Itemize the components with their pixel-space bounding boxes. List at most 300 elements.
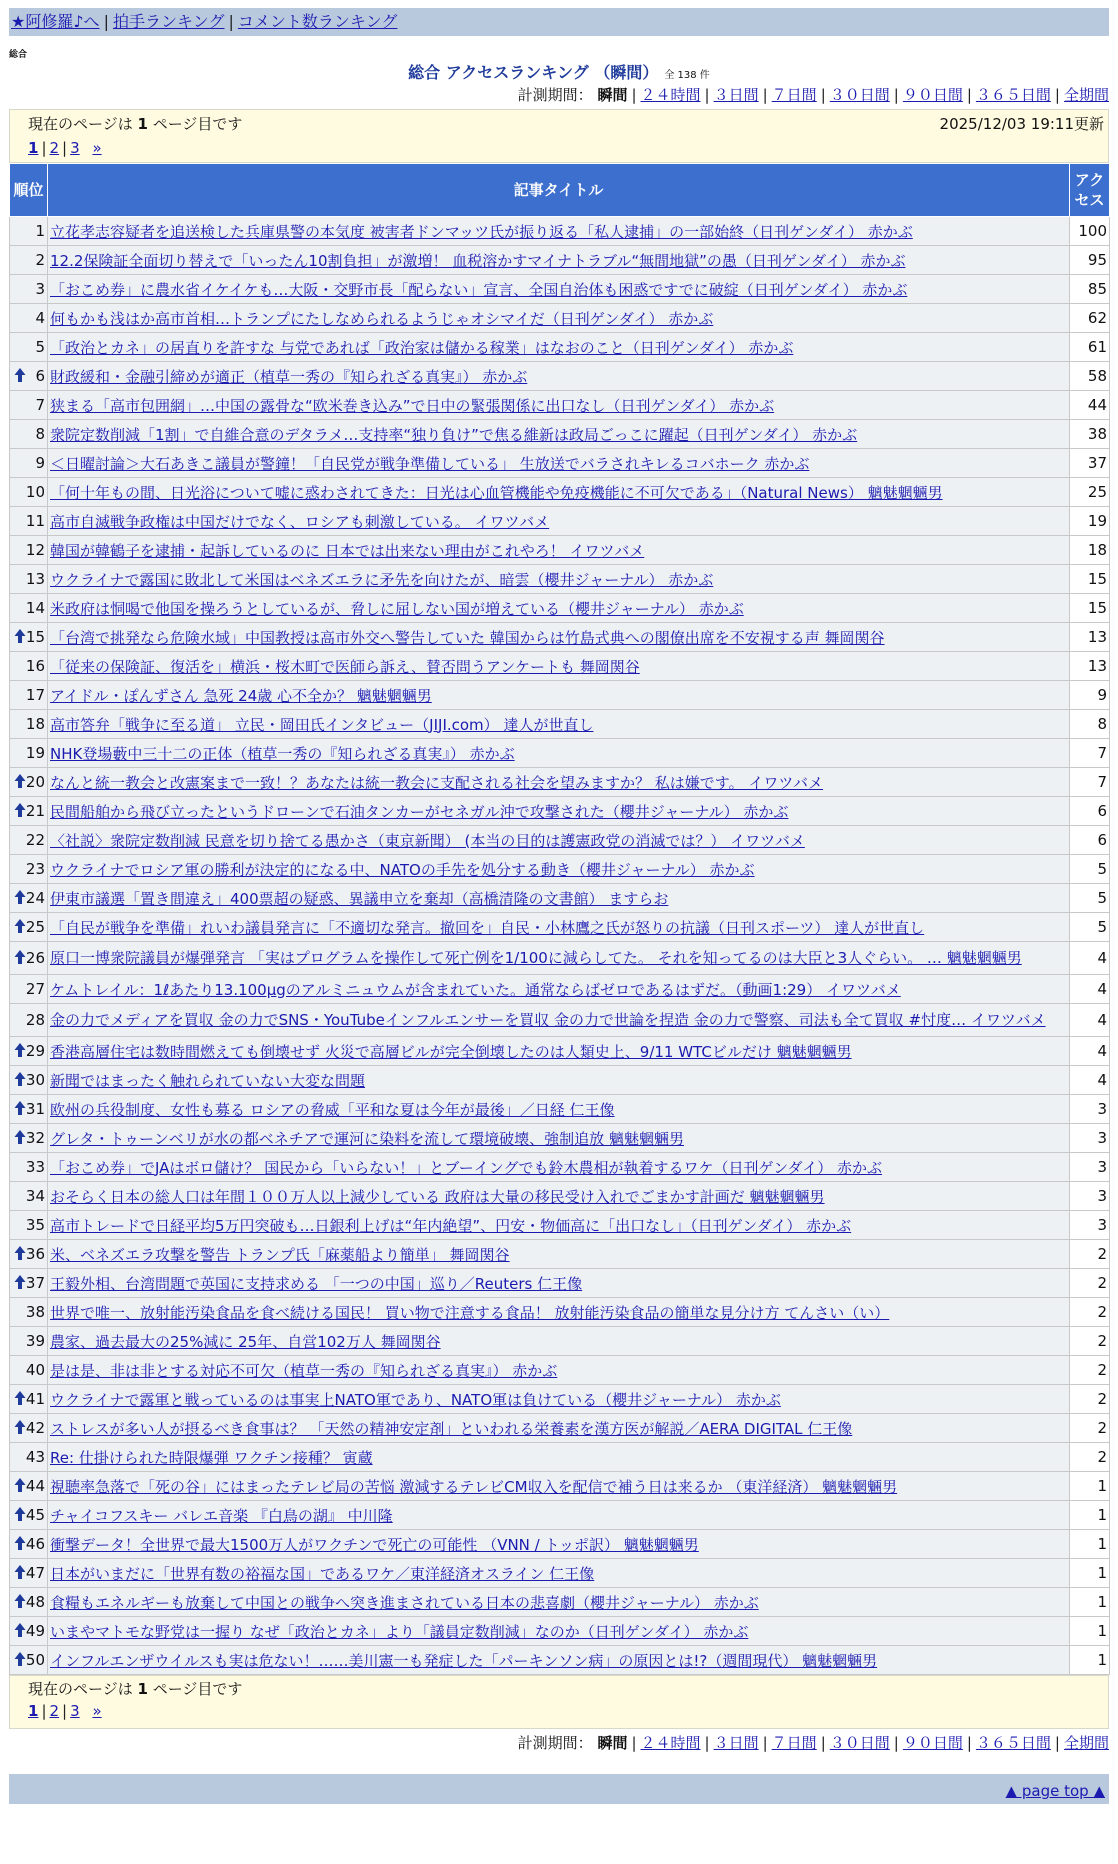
rank-number: 11 bbox=[25, 512, 45, 530]
article-title-link[interactable]: 是は是、非は非とする対応不可欠（植草一秀の『知られざる真実』） 赤かぶ bbox=[50, 1361, 558, 1380]
rank-number: 7 bbox=[35, 396, 45, 414]
access-count: 61 bbox=[1070, 333, 1110, 362]
table-row bbox=[10, 768, 1110, 797]
table-row bbox=[10, 1182, 1110, 1211]
access-count: 3 bbox=[1070, 1095, 1110, 1124]
comment-ranking-link[interactable]: コメント数ランキング bbox=[237, 12, 398, 31]
title-cell bbox=[48, 1182, 1070, 1211]
period-separator: | bbox=[1054, 1734, 1060, 1752]
access-count: 100 bbox=[1070, 217, 1110, 246]
table-row bbox=[10, 217, 1110, 246]
access-count: 4 bbox=[1070, 975, 1110, 1004]
rank-cell bbox=[10, 739, 48, 768]
table-row bbox=[10, 565, 1110, 594]
title-cell bbox=[48, 797, 1070, 826]
period-selector bbox=[9, 84, 1109, 106]
rank-cell bbox=[10, 1646, 48, 1675]
period-link-5[interactable]: ３６５日間 bbox=[975, 86, 1051, 104]
pager-page-2[interactable]: 2 bbox=[49, 139, 60, 157]
period-link-3[interactable]: ３０日間 bbox=[829, 86, 890, 104]
period-link-6[interactable]: 全期間 bbox=[1063, 1734, 1109, 1752]
table-row bbox=[10, 1269, 1110, 1298]
period-separator: | bbox=[762, 1734, 768, 1752]
title-cell bbox=[48, 507, 1070, 536]
rank-number: 2 bbox=[35, 251, 45, 269]
article-title-link[interactable]: 衆院定数削減「1割」で自維合意のデタラメ…支持率“独り負け”で焦る維新は政局ごっこに躍起（日刊ゲンダイ） 赤かぶ bbox=[50, 425, 858, 444]
rank-up-arrow-icon bbox=[14, 367, 26, 383]
article-title-link[interactable]: 高市答弁「戦争に至る道」 立民・岡田氏インタビュー（JIJI.com） 達人が世直し bbox=[50, 715, 594, 734]
title-cell bbox=[48, 362, 1070, 391]
article-title-link[interactable]: ウクライナで露国に敗北して米国はベネズエラに矛先を向けたが、暗雲（櫻井ジャーナル） 赤かぶ bbox=[50, 570, 714, 589]
article-title-link[interactable]: おそらく日本の総人口は年間１００万人以上減少している 政府は大量の移民受け入れでごまかす計画だ 魑魅魍魎男 bbox=[50, 1187, 825, 1206]
rank-number: 43 bbox=[25, 1448, 45, 1466]
rank-cell bbox=[10, 681, 48, 710]
title-cell bbox=[48, 710, 1070, 739]
title-cell bbox=[48, 420, 1070, 449]
table-row bbox=[10, 975, 1110, 1004]
rank-number: 18 bbox=[25, 715, 45, 733]
pager-separator: | bbox=[62, 1702, 68, 1720]
title-cell bbox=[48, 536, 1070, 565]
access-count: 2 bbox=[1070, 1327, 1110, 1356]
rank-cell bbox=[10, 1153, 48, 1182]
article-title-link[interactable]: 財政緩和・金融引締めが適正（植草一秀の『知られざる真実』） 赤かぶ bbox=[50, 367, 528, 386]
table-row bbox=[10, 536, 1110, 565]
article-title-link[interactable]: ストレスが多い人が摂るべき食事は？ 「天然の精神安定剤」といわれる栄養素を漢方医が解説／AERA DIGITAL 仁王像 bbox=[50, 1419, 853, 1438]
rank-cell bbox=[10, 1356, 48, 1385]
article-title-link[interactable]: いまやマトモな野党は一握り なぜ「政治とカネ」より「議員定数削減」なのか（日刊ゲンダイ） 赤かぶ bbox=[50, 1622, 749, 1641]
access-count: 44 bbox=[1070, 391, 1110, 420]
rank-number: 39 bbox=[25, 1332, 45, 1350]
title-cell bbox=[48, 1501, 1070, 1530]
pager-separator: | bbox=[62, 139, 68, 157]
article-title-link[interactable]: 「おこめ券」に農水省イケイケも…大阪・交野市長「配らない」宣言、全国自治体も困惑ですでに破綻（日刊ゲンダイ） 赤かぶ bbox=[50, 280, 908, 299]
table-row bbox=[10, 246, 1110, 275]
article-title-link[interactable]: インフルエンザウイルスも実は危ない！……美川憲一も発症した「パーキンソン病」の原因とは!?（週間現代） 魑魅魍魎男 bbox=[50, 1651, 878, 1670]
period-link-4[interactable]: ９０日間 bbox=[902, 1734, 963, 1752]
access-count: 37 bbox=[1070, 449, 1110, 478]
rank-number: 17 bbox=[25, 686, 45, 704]
rank-number: 48 bbox=[25, 1593, 45, 1611]
period-link-1[interactable]: ３日間 bbox=[713, 1734, 759, 1752]
access-count: 9 bbox=[1070, 681, 1110, 710]
table-row bbox=[10, 1066, 1110, 1095]
rank-up-arrow-icon bbox=[14, 628, 26, 644]
title-cell bbox=[48, 1443, 1070, 1472]
period-link-2[interactable]: ７日間 bbox=[771, 1734, 817, 1752]
rank-cell bbox=[10, 246, 48, 275]
period-link-5[interactable]: ３６５日間 bbox=[975, 1734, 1051, 1752]
pager-next[interactable]: » bbox=[92, 139, 102, 157]
rank-number: 29 bbox=[25, 1042, 45, 1060]
ranking-header bbox=[9, 62, 1109, 84]
table-row bbox=[10, 652, 1110, 681]
table-row bbox=[10, 1414, 1110, 1443]
title-cell bbox=[48, 975, 1070, 1004]
table-row bbox=[10, 1588, 1110, 1617]
article-title-link[interactable]: 高市トレードで日経平均5万円突破も…日銀利上げは“年内絶望”、円安・物価高に「出口なし」（日刊ゲンダイ） 赤かぶ bbox=[50, 1216, 852, 1235]
article-title-link[interactable]: 世界で唯一、放射能汚染食品を食べ続ける国民！ 買い物で注意する食品！ 放射能汚染食品の簡単な見分け方 てんさい（い） bbox=[50, 1303, 890, 1322]
rank-cell bbox=[10, 391, 48, 420]
article-title-link[interactable]: 衝撃データ！全世界で最大1500万人がワクチンで死亡の可能性 （VNN / トッポ訳） 魑魅魍魎男 bbox=[50, 1535, 699, 1554]
period-separator: | bbox=[704, 86, 710, 104]
table-row bbox=[10, 1298, 1110, 1327]
rank-up-arrow-icon bbox=[14, 918, 26, 934]
period-separator: | bbox=[631, 86, 637, 104]
footer-bar bbox=[9, 1774, 1109, 1804]
table-row bbox=[10, 1211, 1110, 1240]
period-link-4[interactable]: ９０日間 bbox=[902, 86, 963, 104]
rank-number: 13 bbox=[25, 570, 45, 588]
table-row bbox=[10, 681, 1110, 710]
period-link-1[interactable]: ３日間 bbox=[713, 86, 759, 104]
rank-cell bbox=[10, 884, 48, 913]
title-cell bbox=[48, 1240, 1070, 1269]
col-title-header: 記事タイトル bbox=[48, 164, 1070, 217]
title-cell bbox=[48, 1588, 1070, 1617]
period-label: 計測期間： bbox=[517, 1734, 593, 1752]
article-title-link[interactable]: 視聴率急落で「死の谷」にはまったテレビ局の苦悩 激減するテレビCM収入を配信で補う日は来るか （東洋経済） 魑魅魍魎男 bbox=[50, 1477, 898, 1496]
title-cell bbox=[48, 246, 1070, 275]
rank-cell bbox=[10, 1501, 48, 1530]
access-count: 2 bbox=[1070, 1298, 1110, 1327]
article-title-link[interactable]: 「政治とカネ」の居直りを許すな 与党であれば「政治家は儲かる稼業」はなおのこと（日刊ゲンダイ） 赤かぶ bbox=[50, 338, 794, 357]
title-cell bbox=[48, 1617, 1070, 1646]
title-cell bbox=[48, 884, 1070, 913]
rank-number: 19 bbox=[25, 744, 45, 762]
period-separator: | bbox=[893, 86, 899, 104]
rank-cell bbox=[10, 1472, 48, 1501]
period-link-0[interactable]: ２４時間 bbox=[640, 1734, 701, 1752]
title-cell bbox=[48, 449, 1070, 478]
access-count: 1 bbox=[1070, 1501, 1110, 1530]
rank-cell bbox=[10, 275, 48, 304]
article-title-link[interactable]: 「おこめ券」でJAはボロ儲け？ 国民から「いらない！」とブーイングでも鈴木農相が執着するワケ（日刊ゲンダイ） 赤かぶ bbox=[50, 1158, 883, 1177]
table-row bbox=[10, 1501, 1110, 1530]
title-cell bbox=[48, 942, 1070, 975]
rank-up-arrow-icon bbox=[14, 889, 26, 905]
period-selector-bottom bbox=[9, 1732, 1109, 1754]
title-cell bbox=[48, 1153, 1070, 1182]
rank-number: 1 bbox=[35, 222, 45, 240]
rank-cell bbox=[10, 217, 48, 246]
access-count: 58 bbox=[1070, 362, 1110, 391]
article-title-link[interactable]: 原口一博衆院議員が爆弾発言 「実はプログラムを操作して死亡例を1/100に減らしてた。 それを知ってるのは大臣と3人ぐらい。 … 魑魅魍魎男 bbox=[50, 949, 1022, 967]
rank-number: 21 bbox=[25, 802, 45, 820]
article-title-link[interactable]: 金の力でメディアを買収 金の力でSNS・YouTubeインフルエンサーを買収 金の力で世論を捏造 金の力で警察、司法も全て買収 #忖度… イワツバメ bbox=[50, 1011, 1046, 1029]
period-separator: | bbox=[966, 1734, 972, 1752]
access-count: 6 bbox=[1070, 797, 1110, 826]
page-title: 総合 アクセスランキング （瞬間） bbox=[408, 63, 659, 82]
title-cell bbox=[48, 1066, 1070, 1095]
table-row bbox=[10, 1124, 1110, 1153]
pager-separator: | bbox=[41, 1702, 47, 1720]
table-row bbox=[10, 1559, 1110, 1588]
rank-number: 45 bbox=[25, 1506, 45, 1524]
period-separator: | bbox=[1054, 86, 1060, 104]
pagination-bottom bbox=[28, 1699, 1106, 1723]
rank-number: 10 bbox=[25, 483, 45, 501]
title-cell bbox=[48, 1327, 1070, 1356]
rank-number: 27 bbox=[25, 980, 45, 998]
table-row bbox=[10, 826, 1110, 855]
access-count: 13 bbox=[1070, 623, 1110, 652]
article-title-link[interactable]: Re: 仕掛けられた時限爆弾 ワクチン接種？ 寅蔵 bbox=[50, 1448, 373, 1467]
access-count: 15 bbox=[1070, 565, 1110, 594]
rank-number: 31 bbox=[25, 1100, 45, 1118]
table-row bbox=[10, 391, 1110, 420]
table-row bbox=[10, 797, 1110, 826]
article-title-link[interactable]: 韓国が韓鶴子を逮捕・起訴しているのに 日本では出来ない理由がこれやろ！ イワツバメ bbox=[50, 541, 645, 560]
access-count: 1 bbox=[1070, 1646, 1110, 1675]
pager-page-3[interactable]: 3 bbox=[70, 139, 80, 157]
pager-current bbox=[28, 139, 38, 157]
article-title-link[interactable]: 欧州の兵役制度、女性も募る ロシアの脅威「平和な夏は今年が最後」／日経 仁王像 bbox=[50, 1100, 615, 1119]
title-cell bbox=[48, 1298, 1070, 1327]
title-cell bbox=[48, 1646, 1070, 1675]
col-access-header: アクセス bbox=[1070, 164, 1110, 217]
article-title-link[interactable]: 〈社説〉衆院定数削減 民意を切り捨てる愚かさ（東京新聞） (本当の目的は護憲政党の消滅では？） イワツバメ bbox=[50, 831, 805, 850]
article-title-link[interactable]: 民間船舶から飛び立ったというドローンで石油タンカーがセネガル沖で攻撃された（櫻井ジャーナル） 赤かぶ bbox=[50, 802, 789, 821]
page-status-suffix: ページ目です bbox=[147, 1680, 243, 1698]
pager-separator: | bbox=[41, 139, 47, 157]
table-row bbox=[10, 449, 1110, 478]
period-separator: | bbox=[704, 1734, 710, 1752]
article-title-link[interactable]: NHK登場藪中三十二の正体（植草一秀の『知られざる真実』） 赤かぶ bbox=[50, 744, 515, 763]
period-separator: | bbox=[820, 86, 826, 104]
clap-ranking-link[interactable]: 拍手ランキング bbox=[112, 12, 225, 31]
period-link-6[interactable]: 全期間 bbox=[1063, 86, 1109, 104]
article-title-link[interactable]: 「何十年もの間、日光浴について嘘に惑わされてきた：日光は心血管機能や免疫機能に不可欠である」（Natural News） 魑魅魍魎男 bbox=[50, 483, 943, 502]
rank-cell bbox=[10, 855, 48, 884]
rank-cell bbox=[10, 913, 48, 942]
period-separator: | bbox=[762, 86, 768, 104]
rank-up-arrow-icon bbox=[14, 1129, 26, 1145]
rank-number: 20 bbox=[25, 773, 45, 791]
title-cell bbox=[48, 594, 1070, 623]
rank-number: 41 bbox=[25, 1390, 45, 1408]
rank-number: 34 bbox=[25, 1187, 45, 1205]
access-count: 19 bbox=[1070, 507, 1110, 536]
period-label: 計測期間： bbox=[517, 86, 593, 104]
period-link-3[interactable]: ３０日間 bbox=[829, 1734, 890, 1752]
rank-up-arrow-icon bbox=[14, 1564, 26, 1580]
rank-up-arrow-icon bbox=[14, 1100, 26, 1116]
table-row bbox=[10, 1037, 1110, 1066]
rank-up-arrow-icon bbox=[14, 1274, 26, 1290]
period-link-0[interactable]: ２４時間 bbox=[640, 86, 701, 104]
table-row bbox=[10, 1617, 1110, 1646]
title-cell bbox=[48, 681, 1070, 710]
title-cell bbox=[48, 1356, 1070, 1385]
article-title-link[interactable]: ウクライナで露軍と戦っているのは事実上NATO軍であり、NATO軍は負けている（櫻井ジャーナル） 赤かぶ bbox=[50, 1390, 781, 1409]
access-count: 4 bbox=[1070, 1004, 1110, 1037]
rank-number: 30 bbox=[25, 1071, 45, 1089]
rank-up-arrow-icon bbox=[14, 1419, 26, 1435]
period-separator: | bbox=[820, 1734, 826, 1752]
rank-cell bbox=[10, 449, 48, 478]
ranking-table bbox=[9, 163, 1110, 1675]
rank-cell bbox=[10, 1004, 48, 1037]
article-title-link[interactable]: 米政府は恫喝で他国を操ろうとしているが、脅しに屈しない国が増えている（櫻井ジャーナル） 赤かぶ bbox=[50, 599, 744, 618]
title-cell bbox=[48, 1211, 1070, 1240]
period-current: 瞬間 bbox=[597, 86, 628, 104]
title-cell bbox=[48, 391, 1070, 420]
nav-separator: | bbox=[228, 12, 234, 31]
table-row bbox=[10, 1646, 1110, 1675]
rank-cell bbox=[10, 710, 48, 739]
article-title-link[interactable]: 高市自滅戦争政権は中国だけでなく、ロシアも刺激している。 イワツバメ bbox=[50, 512, 550, 531]
rank-number: 9 bbox=[35, 454, 45, 472]
period-link-2[interactable]: ７日間 bbox=[771, 86, 817, 104]
title-cell bbox=[48, 275, 1070, 304]
rank-number: 47 bbox=[25, 1564, 45, 1582]
title-cell bbox=[48, 565, 1070, 594]
rank-cell bbox=[10, 1530, 48, 1559]
article-title-link[interactable]: 伊東市議選「置き間違え」400票超の疑惑、異議申立を棄却（高橋清隆の文書館） ますらお bbox=[50, 889, 669, 908]
page-top-link[interactable]: ▲ page top ▲ bbox=[1005, 1782, 1105, 1800]
rank-number: 37 bbox=[25, 1274, 45, 1292]
rank-up-arrow-icon bbox=[14, 802, 26, 818]
rank-cell bbox=[10, 1037, 48, 1066]
rank-cell bbox=[10, 1298, 48, 1327]
access-count: 1 bbox=[1070, 1617, 1110, 1646]
article-title-link[interactable]: チャイコフスキー バレエ音楽 『白鳥の湖』 中川隆 bbox=[50, 1506, 393, 1525]
home-link[interactable]: ★阿修羅♪へ bbox=[11, 12, 100, 31]
article-title-link[interactable]: 「自民が戦争を準備」れいわ議員発言に「不適切な発言。撤回を」自民・小林鷹之氏が怒りの抗議（日刊スポーツ） 達人が世直し bbox=[50, 918, 925, 937]
category-label: 総合 bbox=[9, 50, 28, 60]
pager-current bbox=[28, 1702, 38, 1720]
rank-up-arrow-icon bbox=[14, 1506, 26, 1522]
rank-number: 32 bbox=[25, 1129, 45, 1147]
page-status-number: 1 bbox=[137, 115, 148, 133]
rank-number: 44 bbox=[25, 1477, 45, 1495]
pager-page-current[interactable]: 1 bbox=[28, 139, 39, 157]
rank-cell bbox=[10, 1327, 48, 1356]
article-title-link[interactable]: 12.2保険証全面切り替えで「いったん10割負担」が激増！ 血税溶かすマイナトラブル“無間地獄”の愚（日刊ゲンダイ） 赤かぶ bbox=[50, 251, 906, 270]
rank-number: 6 bbox=[35, 367, 45, 385]
access-count: 4 bbox=[1070, 942, 1110, 975]
rank-number: 12 bbox=[25, 541, 45, 559]
access-count: 1 bbox=[1070, 1559, 1110, 1588]
article-title-link[interactable]: 米、ベネズエラ攻撃を警告 トランプ氏「麻薬船より簡単」 舞岡関谷 bbox=[50, 1245, 510, 1264]
article-title-link[interactable]: 香港高層住宅は数時間燃えても倒壊せず 火災で高層ビルが完全倒壊したのは人類史上、9/11 WTCビルだけ 魑魅魍魎男 bbox=[50, 1042, 852, 1061]
access-count: 3 bbox=[1070, 1182, 1110, 1211]
rank-number: 14 bbox=[25, 599, 45, 617]
article-title-link[interactable]: ウクライナでロシア軍の勝利が決定的になる中、NATOの手先を処分する動き（櫻井ジャーナル） 赤かぶ bbox=[50, 860, 755, 879]
article-title-link[interactable]: 「台湾で挑発なら危険水域」中国教授は高市外交へ警告していた 韓国からは竹島式典への閣僚出席を不安視する声 舞岡関谷 bbox=[50, 628, 885, 647]
table-row bbox=[10, 304, 1110, 333]
page-status-bottom bbox=[28, 1678, 1106, 1699]
rank-cell bbox=[10, 1124, 48, 1153]
access-count: 1 bbox=[1070, 1472, 1110, 1501]
access-count: 2 bbox=[1070, 1240, 1110, 1269]
article-title-link[interactable]: 王毅外相、台湾問題で英国に支持求める 「一つの中国」巡り／Reuters 仁王像 bbox=[50, 1274, 583, 1293]
table-row bbox=[10, 739, 1110, 768]
rank-up-arrow-icon bbox=[14, 1071, 26, 1087]
rank-cell bbox=[10, 536, 48, 565]
rank-cell bbox=[10, 1385, 48, 1414]
rank-up-arrow-icon bbox=[14, 1622, 26, 1638]
access-count: 7 bbox=[1070, 768, 1110, 797]
article-title-link[interactable]: グレタ・トゥーンベリが水の都ベネチアで運河に染料を流して環境破壊、強制追放 魑魅魍魎男 bbox=[50, 1129, 684, 1148]
table-row bbox=[10, 942, 1110, 975]
table-row bbox=[10, 1095, 1110, 1124]
article-title-link[interactable]: ＜日曜討論＞大石あきこ議員が警鐘！「自民党が戦争準備している」 生放送でバラされキレるコバホーク 赤かぶ bbox=[50, 454, 810, 473]
rank-number: 33 bbox=[25, 1158, 45, 1176]
pager-page-current[interactable]: 1 bbox=[28, 1702, 39, 1720]
rank-cell bbox=[10, 333, 48, 362]
access-count: 1 bbox=[1070, 1588, 1110, 1617]
access-count: 85 bbox=[1070, 275, 1110, 304]
access-count: 15 bbox=[1070, 594, 1110, 623]
rank-up-arrow-icon bbox=[14, 1042, 26, 1058]
article-title-link[interactable]: なんと統一教会と改憲案まで一致！？あなたは統一教会に支配される社会を望みますか？ 私は嫌です。 イワツバメ bbox=[50, 773, 824, 792]
pager-page-2[interactable]: 2 bbox=[49, 1702, 60, 1720]
table-row bbox=[10, 275, 1110, 304]
title-cell bbox=[48, 1559, 1070, 1588]
rank-number: 3 bbox=[35, 280, 45, 298]
pager-page-3[interactable]: 3 bbox=[70, 1702, 80, 1720]
article-title-link[interactable]: 狭まる「高市包囲網」…中国の露骨な“欧米巻き込み”で日中の緊張関係に出口なし（日刊ゲンダイ） 赤かぶ bbox=[50, 396, 775, 415]
title-cell bbox=[48, 913, 1070, 942]
rank-up-arrow-icon bbox=[14, 1593, 26, 1609]
article-title-link[interactable]: ケムトレイル：1ℓあたり13.100μgのアルミニュウムが含まれていた。通常ならばゼロであるはずだ。（動画1:29） イワツバメ bbox=[50, 980, 901, 999]
rank-cell bbox=[10, 1559, 48, 1588]
article-title-link[interactable]: 食糧もエネルギーも放棄して中国との戦争へ突き進まされている日本の悲喜劇（櫻井ジャーナル） 赤かぶ bbox=[50, 1593, 759, 1612]
rank-number: 24 bbox=[25, 889, 45, 907]
title-cell bbox=[48, 304, 1070, 333]
access-count: 2 bbox=[1070, 1414, 1110, 1443]
access-count: 95 bbox=[1070, 246, 1110, 275]
period-separator: | bbox=[966, 86, 972, 104]
title-cell bbox=[48, 652, 1070, 681]
rank-up-arrow-icon bbox=[14, 1390, 26, 1406]
title-cell bbox=[48, 623, 1070, 652]
article-title-link[interactable]: アイドル・ぽんずさん 急死 24歳 心不全か？ 魑魅魍魎男 bbox=[50, 686, 432, 705]
table-row bbox=[10, 362, 1110, 391]
rank-up-arrow-icon bbox=[14, 1651, 26, 1667]
access-count: 13 bbox=[1070, 652, 1110, 681]
article-title-link[interactable]: 「従来の保険証、復活を」横浜・桜木町で医師ら訴え、賛否問うアンケートも 舞岡関谷 bbox=[50, 657, 640, 676]
table-row bbox=[10, 913, 1110, 942]
access-count: 5 bbox=[1070, 855, 1110, 884]
table-row bbox=[10, 333, 1110, 362]
rank-number: 40 bbox=[25, 1361, 45, 1379]
page-status-suffix: ページ目です bbox=[147, 115, 243, 133]
title-cell bbox=[48, 1124, 1070, 1153]
article-title-link[interactable]: 立花孝志容疑者を追送検した兵庫県警の本気度 被害者ドンマッツ氏が振り返る「私人逮捕」の一部始終（日刊ゲンダイ） 赤かぶ bbox=[50, 222, 913, 241]
article-title-link[interactable]: 新聞ではまったく触れられていない大変な問題 bbox=[50, 1071, 366, 1090]
rank-up-arrow-icon bbox=[14, 1245, 26, 1261]
rank-cell bbox=[10, 420, 48, 449]
pagination bbox=[28, 136, 1106, 160]
total-count: 全 138 件 bbox=[664, 70, 710, 81]
table-row bbox=[10, 1004, 1110, 1037]
rank-up-arrow-icon bbox=[14, 949, 26, 965]
pager-next[interactable]: » bbox=[92, 1702, 102, 1720]
article-title-link[interactable]: 農家、過去最大の25%減に 25年、自営102万人 舞岡関谷 bbox=[50, 1332, 441, 1351]
article-title-link[interactable]: 日本がいまだに「世界有数の裕福な国」であるワケ／東洋経済オスライン 仁王像 bbox=[50, 1564, 595, 1583]
rank-cell bbox=[10, 1414, 48, 1443]
article-title-link[interactable]: 何もかも浅はか高市首相…トランプにたしなめられるようじゃオシマイだ（日刊ゲンダイ） 赤かぶ bbox=[50, 309, 714, 328]
rank-cell bbox=[10, 1443, 48, 1472]
period-current: 瞬間 bbox=[597, 1734, 628, 1752]
page-status-prefix: 現在のページは bbox=[28, 1680, 138, 1698]
title-cell bbox=[48, 1414, 1070, 1443]
table-row bbox=[10, 420, 1110, 449]
access-count: 7 bbox=[1070, 739, 1110, 768]
